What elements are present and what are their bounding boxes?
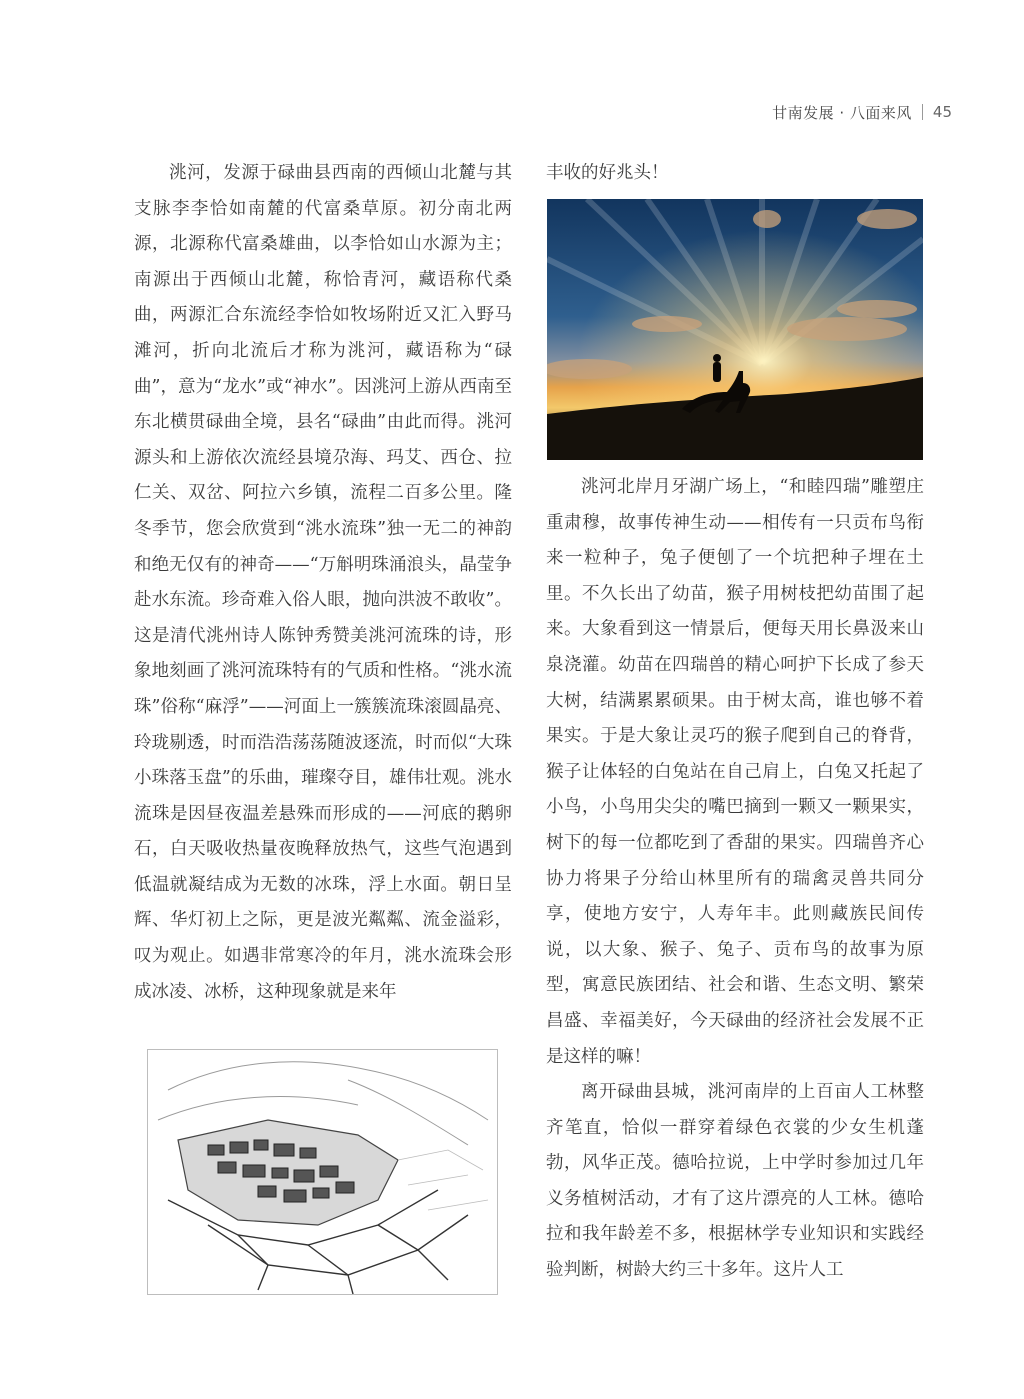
page-header xyxy=(772,101,952,123)
header-divider xyxy=(922,104,923,120)
village-sketch-illustration xyxy=(147,1049,498,1295)
body-paragraph: 洮河，发源于碌曲县西南的西倾山北麓与其支脉李李恰如南麓的代富桑草原。初分南北两源，北源称代富桑雄曲，以李恰如山水源为主；南源出于西倾山北麓，称恰青河，藏语称代桑曲，两源汇合东流经李恰如牧场附近又汇入野马滩河，折向北流后才称为洮河，藏语称为“碌曲”，意为“龙水”或“神水”。因洮河上游从西南至东北横贯碌曲全境，县名“碌曲”由此而得。洮河源头和上游依次流经县境尕海、玛艾、西仓、拉仁关、双岔、阿拉六乡镇，流程二百多公里。隆冬季节，您会欣赏到“洮水流珠”独一无二的神韵和绝无仅有的神奇——“万斛明珠涌浪头，晶莹争赴水东流。珍奇难入俗人眼，抛向洪波不敢收”。这是清代洮州诗人陈钟秀赞美洮河流珠的诗，形象地刻画了洮河流珠特有的气质和性格。“洮水流珠”俗称“麻浮”——河面上一簇簇流珠滚圆晶亮、玲珑剔透，时而浩浩荡荡随波逐流，时而似“大珠小珠落玉盘”的乐曲，璀璨夺目，雄伟壮观。洮水流珠是因昼夜温差悬殊而形成的——河底的鹅卵石，白天吸收热量夜晚释放热气，这些气泡遇到低温就凝结成为无数的冰珠，浮上水面。朝日呈辉、华灯初上之际，更是波光粼粼、流金溢彩，叹为观止。如遇非常寒冷的年月，洮水流珠会形成冰凌、冰桥，这种现象就是来年 xyxy=(134,163,512,1002)
horseman-sunset-photo xyxy=(547,199,923,460)
section-title: 甘南发展 · 八面来风 xyxy=(772,103,912,122)
page-number: 45 xyxy=(932,103,952,121)
right-column-continuation xyxy=(546,156,924,192)
body-paragraph-continuation: 丰收的好兆头！ xyxy=(546,163,669,183)
body-paragraph: 离开碌曲县城，洮河南岸的上百亩人工林整齐笔直，恰似一群穿着绿色衣裳的少女生机蓬勃，风华正茂。德哈拉说，上中学时参加过几年义务植树活动，才有了这片漂亮的人工林。德哈拉和我年龄差不多，根据林学专业知识和实践经验判断，树龄大约三十多年。这片人工 xyxy=(546,1082,924,1281)
right-column xyxy=(546,470,924,1289)
body-paragraph: 洮河北岸月牙湖广场上，“和睦四瑞”雕塑庄重肃穆，故事传神生动——相传有一只贡布鸟衔来一粒种子，兔子便刨了一个坑把种子埋在土里。不久长出了幼苗，猴子用树枝把幼苗围了起来。大象看到这一情景后，便每天用长鼻汲来山泉浇灌。幼苗在四瑞兽的精心呵护下长成了参天大树，结满累累硕果。由于树太高，谁也够不着果实。于是大象让灵巧的猴子爬到自己的脊背，猴子让体轻的白兔站在自己肩上，白兔又托起了小鸟，小鸟用尖尖的嘴巴摘到一颗又一颗果实，树下的每一位都吃到了香甜的果实。四瑞兽齐心协力将果子分给山林里所有的瑞禽灵兽共同分享，使地方安宁，人寿年丰。此则藏族民间传说，以大象、猴子、兔子、贡布鸟的故事为原型，寓意民族团结、社会和谐、生态文明、繁荣昌盛、幸福美好，今天碌曲的经济社会发展不正是这样的嘛！ xyxy=(546,477,924,1067)
left-column xyxy=(134,156,512,1010)
